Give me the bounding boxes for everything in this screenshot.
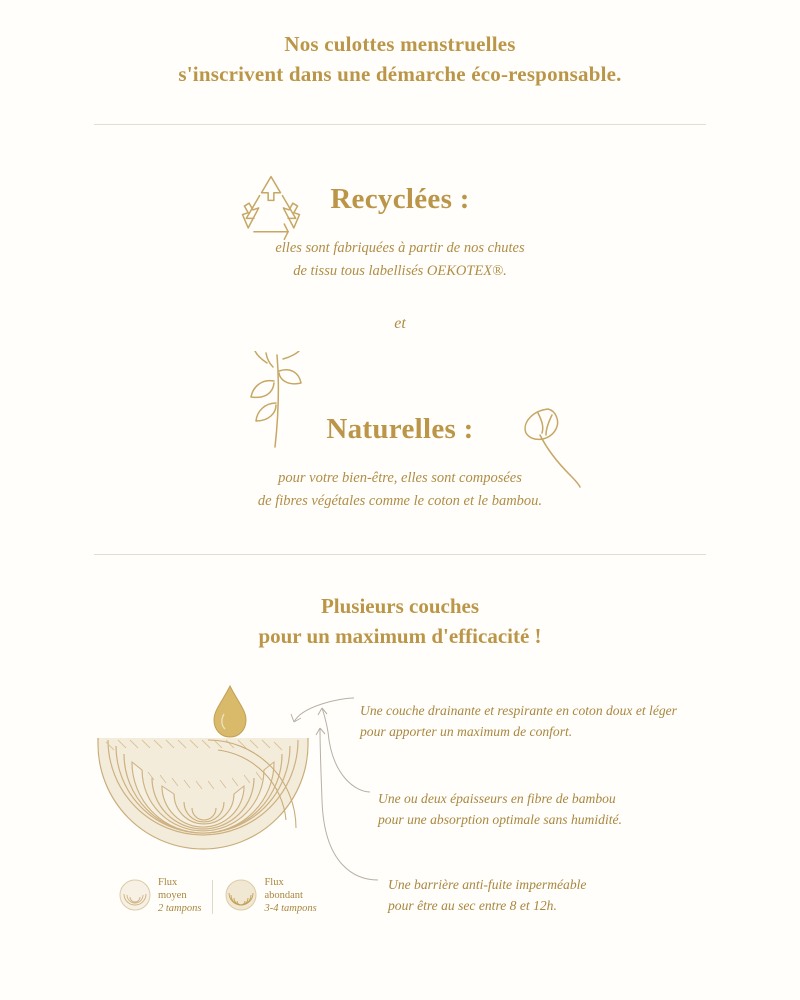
- naturelles-block: [0, 351, 800, 526]
- flux-moyen-sub: 2 tampons: [158, 902, 202, 914]
- naturelles-body-line-2: de fibres végétales comme le coton et le bambou.: [257, 493, 543, 510]
- callout-1-line-1: Une couche drainante et respirante en coton doux et léger: [360, 702, 677, 718]
- callout-bambou: [378, 788, 622, 832]
- recyclees-block: [0, 159, 800, 309]
- flux-abondant-sub: 3-4 tampons: [264, 902, 317, 914]
- naturelles-heading: Naturelles :: [326, 412, 474, 445]
- callout-1-line-2: pour apporter un maximum de confort.: [360, 724, 573, 740]
- recyclees-body: [0, 237, 800, 284]
- recyclees-body-line-2: de tissu tous labellisés OEKOTEX®.: [293, 263, 507, 280]
- flux-divider: [212, 880, 213, 914]
- callout-drainante: [360, 700, 677, 744]
- divider-top: [94, 124, 706, 125]
- layers-title-line-1: Plusieurs couches: [320, 593, 480, 618]
- eco-section-title: [0, 0, 800, 90]
- callout-2-line-1: Une ou deux épaisseurs en fibre de bambou: [378, 790, 616, 806]
- flux-moyen-text: [158, 876, 201, 915]
- callout-3-line-2: pour être au sec entre 8 et 12h.: [388, 898, 557, 914]
- flux-moyen-label-1: Flux: [158, 876, 178, 888]
- flux-legend-item: [118, 876, 201, 915]
- flux-abondant-label-1: Flux: [264, 876, 284, 888]
- flux-abondant-text: [264, 876, 316, 915]
- naturelles-body: [0, 467, 800, 514]
- callout-2-line-2: pour une absorption optimale sans humidité.: [378, 812, 622, 828]
- callout-3-line-1: Une barrière anti-fuite imperméable: [388, 876, 587, 892]
- flux-legend-item: [224, 876, 316, 915]
- callout-anti-fuite: [388, 874, 586, 918]
- flux-moyen-label-2: moyen: [158, 889, 187, 901]
- naturelles-body-line-1: pour votre bien-être, elles sont composées: [278, 469, 522, 486]
- eco-title-line-2: s'inscrivent dans une démarche éco-responsable.: [178, 61, 622, 86]
- recyclees-heading: Recyclées :: [330, 182, 470, 215]
- flux-moyen-icon: [118, 878, 152, 912]
- layers-diagram: [0, 680, 800, 950]
- flux-abondant-label-2: abondant: [264, 889, 303, 901]
- layers-title-line-2: pour un maximum d'efficacité !: [258, 624, 542, 649]
- connector-et: et: [394, 314, 406, 332]
- recyclees-body-line-1: elles sont fabriquées à partir de nos chutes: [275, 239, 525, 256]
- flux-legend: [118, 876, 317, 915]
- layers-section-title: [0, 591, 800, 652]
- eco-title-line-1: Nos culottes menstruelles: [284, 32, 516, 56]
- flux-abondant-icon: [224, 878, 258, 912]
- divider-middle: [94, 554, 706, 555]
